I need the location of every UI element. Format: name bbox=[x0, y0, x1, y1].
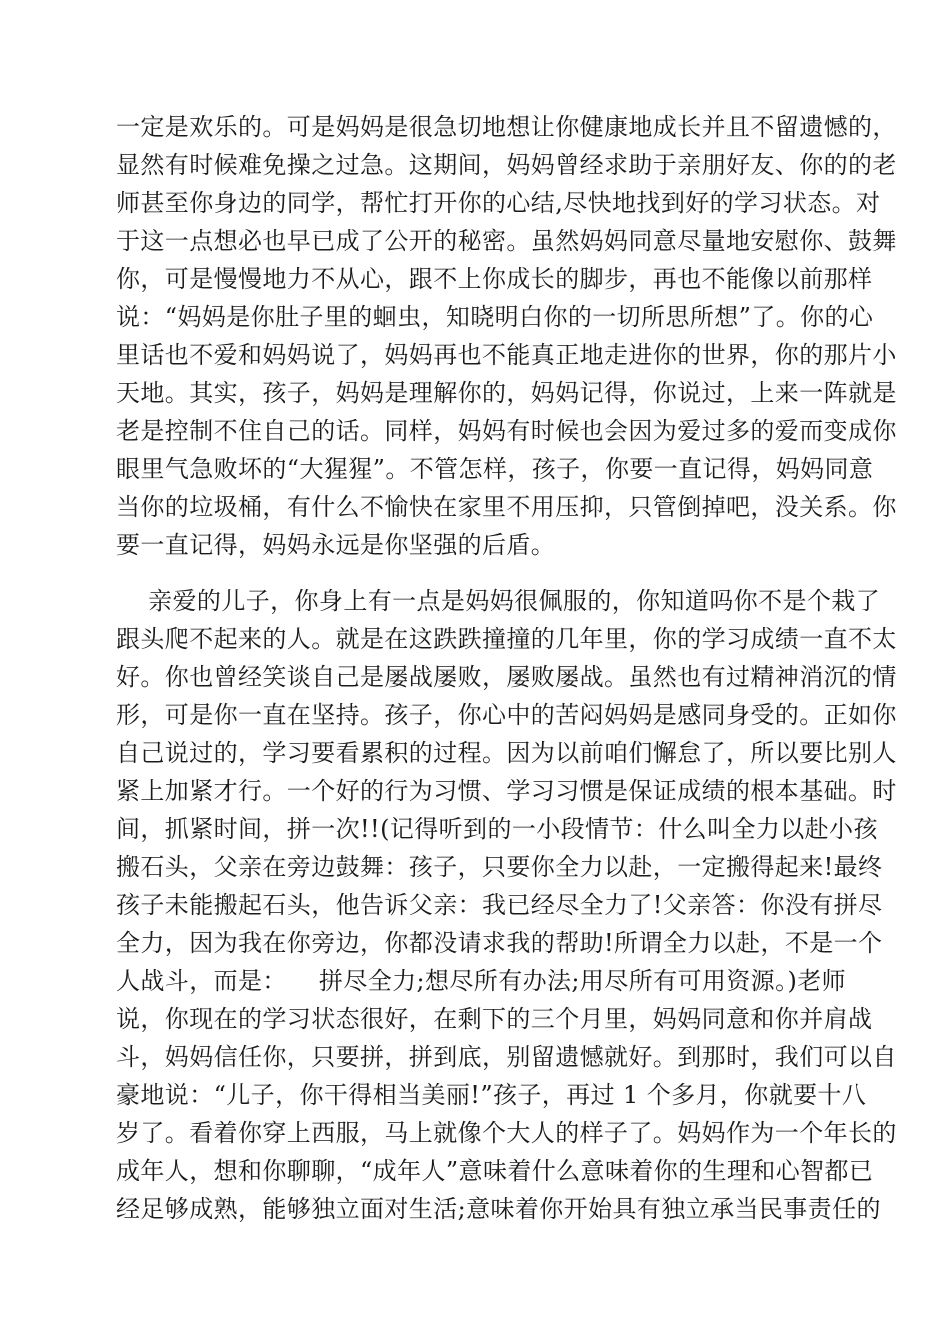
text-line: 豪地说：“儿子，你干得相当美丽!”孩子，再过 1 个多月，你就要十八 bbox=[116, 1081, 867, 1109]
text-line: 紧上加紧才行。一个好的行为习惯、学习习惯是保证成绩的根本基础。时 bbox=[116, 777, 897, 805]
text-line: 孩子未能搬起石头，他告诉父亲：我已经尽全力了!父亲答：你没有拼尽 bbox=[116, 891, 883, 919]
text-line: 斗，妈妈信任你，只要拼，拼到底，别留遗憾就好。到那时，我们可以自 bbox=[116, 1043, 897, 1071]
text-line: 说：“妈妈是你肚子里的蛔虫，知晓明白你的一切所思所想”了。你的心 bbox=[116, 303, 874, 331]
text-line: 人战斗，而是： 拼尽全力;想尽所有办法;用尽所有可用资源。)老师 bbox=[116, 967, 847, 995]
text-line: 亲爱的儿子，你身上有一点是妈妈很佩服的，你知道吗你不是个栽了 bbox=[116, 587, 881, 615]
text-line: 搬石头，父亲在旁边鼓舞：孩子，只要你全力以赴，一定搬得起来!最终 bbox=[116, 853, 883, 881]
text-line: 成年人，想和你聊聊，“成年人”意味着什么意味着你的生理和心智都已 bbox=[116, 1157, 874, 1185]
text-line: 一定是欢乐的。可是妈妈是很急切地想让你健康地成长并且不留遗憾的， bbox=[116, 113, 897, 141]
text-line: 要一直记得，妈妈永远是你坚强的后盾。 bbox=[116, 531, 556, 559]
text-line: 经足够成熟，能够独立面对生活;意味着你开始具有独立承当民事责任的 bbox=[116, 1195, 881, 1223]
text-line: 跟头爬不起来的人。就是在这跌跌撞撞的几年里，你的学习成绩一直不太 bbox=[116, 625, 897, 653]
text-line: 里话也不爱和妈妈说了，妈妈再也不能真正地走进你的世界，你的那片小 bbox=[116, 341, 897, 369]
text-line: 好。你也曾经笑谈自己是屡战屡败，屡败屡战。虽然也有过精神消沉的情 bbox=[116, 663, 897, 691]
text-line: 全力，因为我在你旁边，你都没请求我的帮助!所谓全力以赴，不是一个 bbox=[116, 929, 883, 957]
text-line: 岁了。看着你穿上西服，马上就像个大人的样子了。妈妈作为一个年长的 bbox=[116, 1119, 897, 1147]
text-line: 你，可是慢慢地力不从心，跟不上你成长的脚步，再也不能像以前那样 bbox=[116, 265, 873, 293]
text-line: 自己说过的，学习要看累积的过程。因为以前咱们懈怠了，所以要比别人 bbox=[116, 739, 897, 767]
text-line: 老是控制不住自己的话。同样，妈妈有时候也会因为爱过多的爱而变成你 bbox=[116, 417, 897, 445]
text-line: 显然有时候难免操之过急。这期间，妈妈曾经求助于亲朋好友、你的的老 bbox=[116, 151, 897, 179]
text-line: 师甚至你身边的同学，帮忙打开你的心结,尽快地找到好的学习状态。对 bbox=[116, 189, 881, 217]
text-line: 眼里气急败坏的“大猩猩”。不管怎样，孩子，你要一直记得，妈妈同意 bbox=[116, 455, 874, 483]
text-line: 天地。其实，孩子，妈妈是理解你的，妈妈记得，你说过，上来一阵就是 bbox=[116, 379, 897, 407]
text-line: 当你的垃圾桶，有什么不愉快在家里不用压抑，只管倒掉吧，没关系。你 bbox=[116, 493, 897, 521]
text-line: 形，可是你一直在坚持。孩子，你心中的苦闷妈妈是感同身受的。正如你 bbox=[116, 701, 897, 729]
text-line: 于这一点想必也早已成了公开的秘密。虽然妈妈同意尽量地安慰你、鼓舞 bbox=[116, 227, 897, 255]
text-line: 说，你现在的学习状态很好，在剩下的三个月里，妈妈同意和你并肩战 bbox=[116, 1005, 873, 1033]
text-line: 间，抓紧时间，拼一次!!(记得听到的一小段情节：什么叫全力以赴小孩 bbox=[116, 815, 878, 843]
